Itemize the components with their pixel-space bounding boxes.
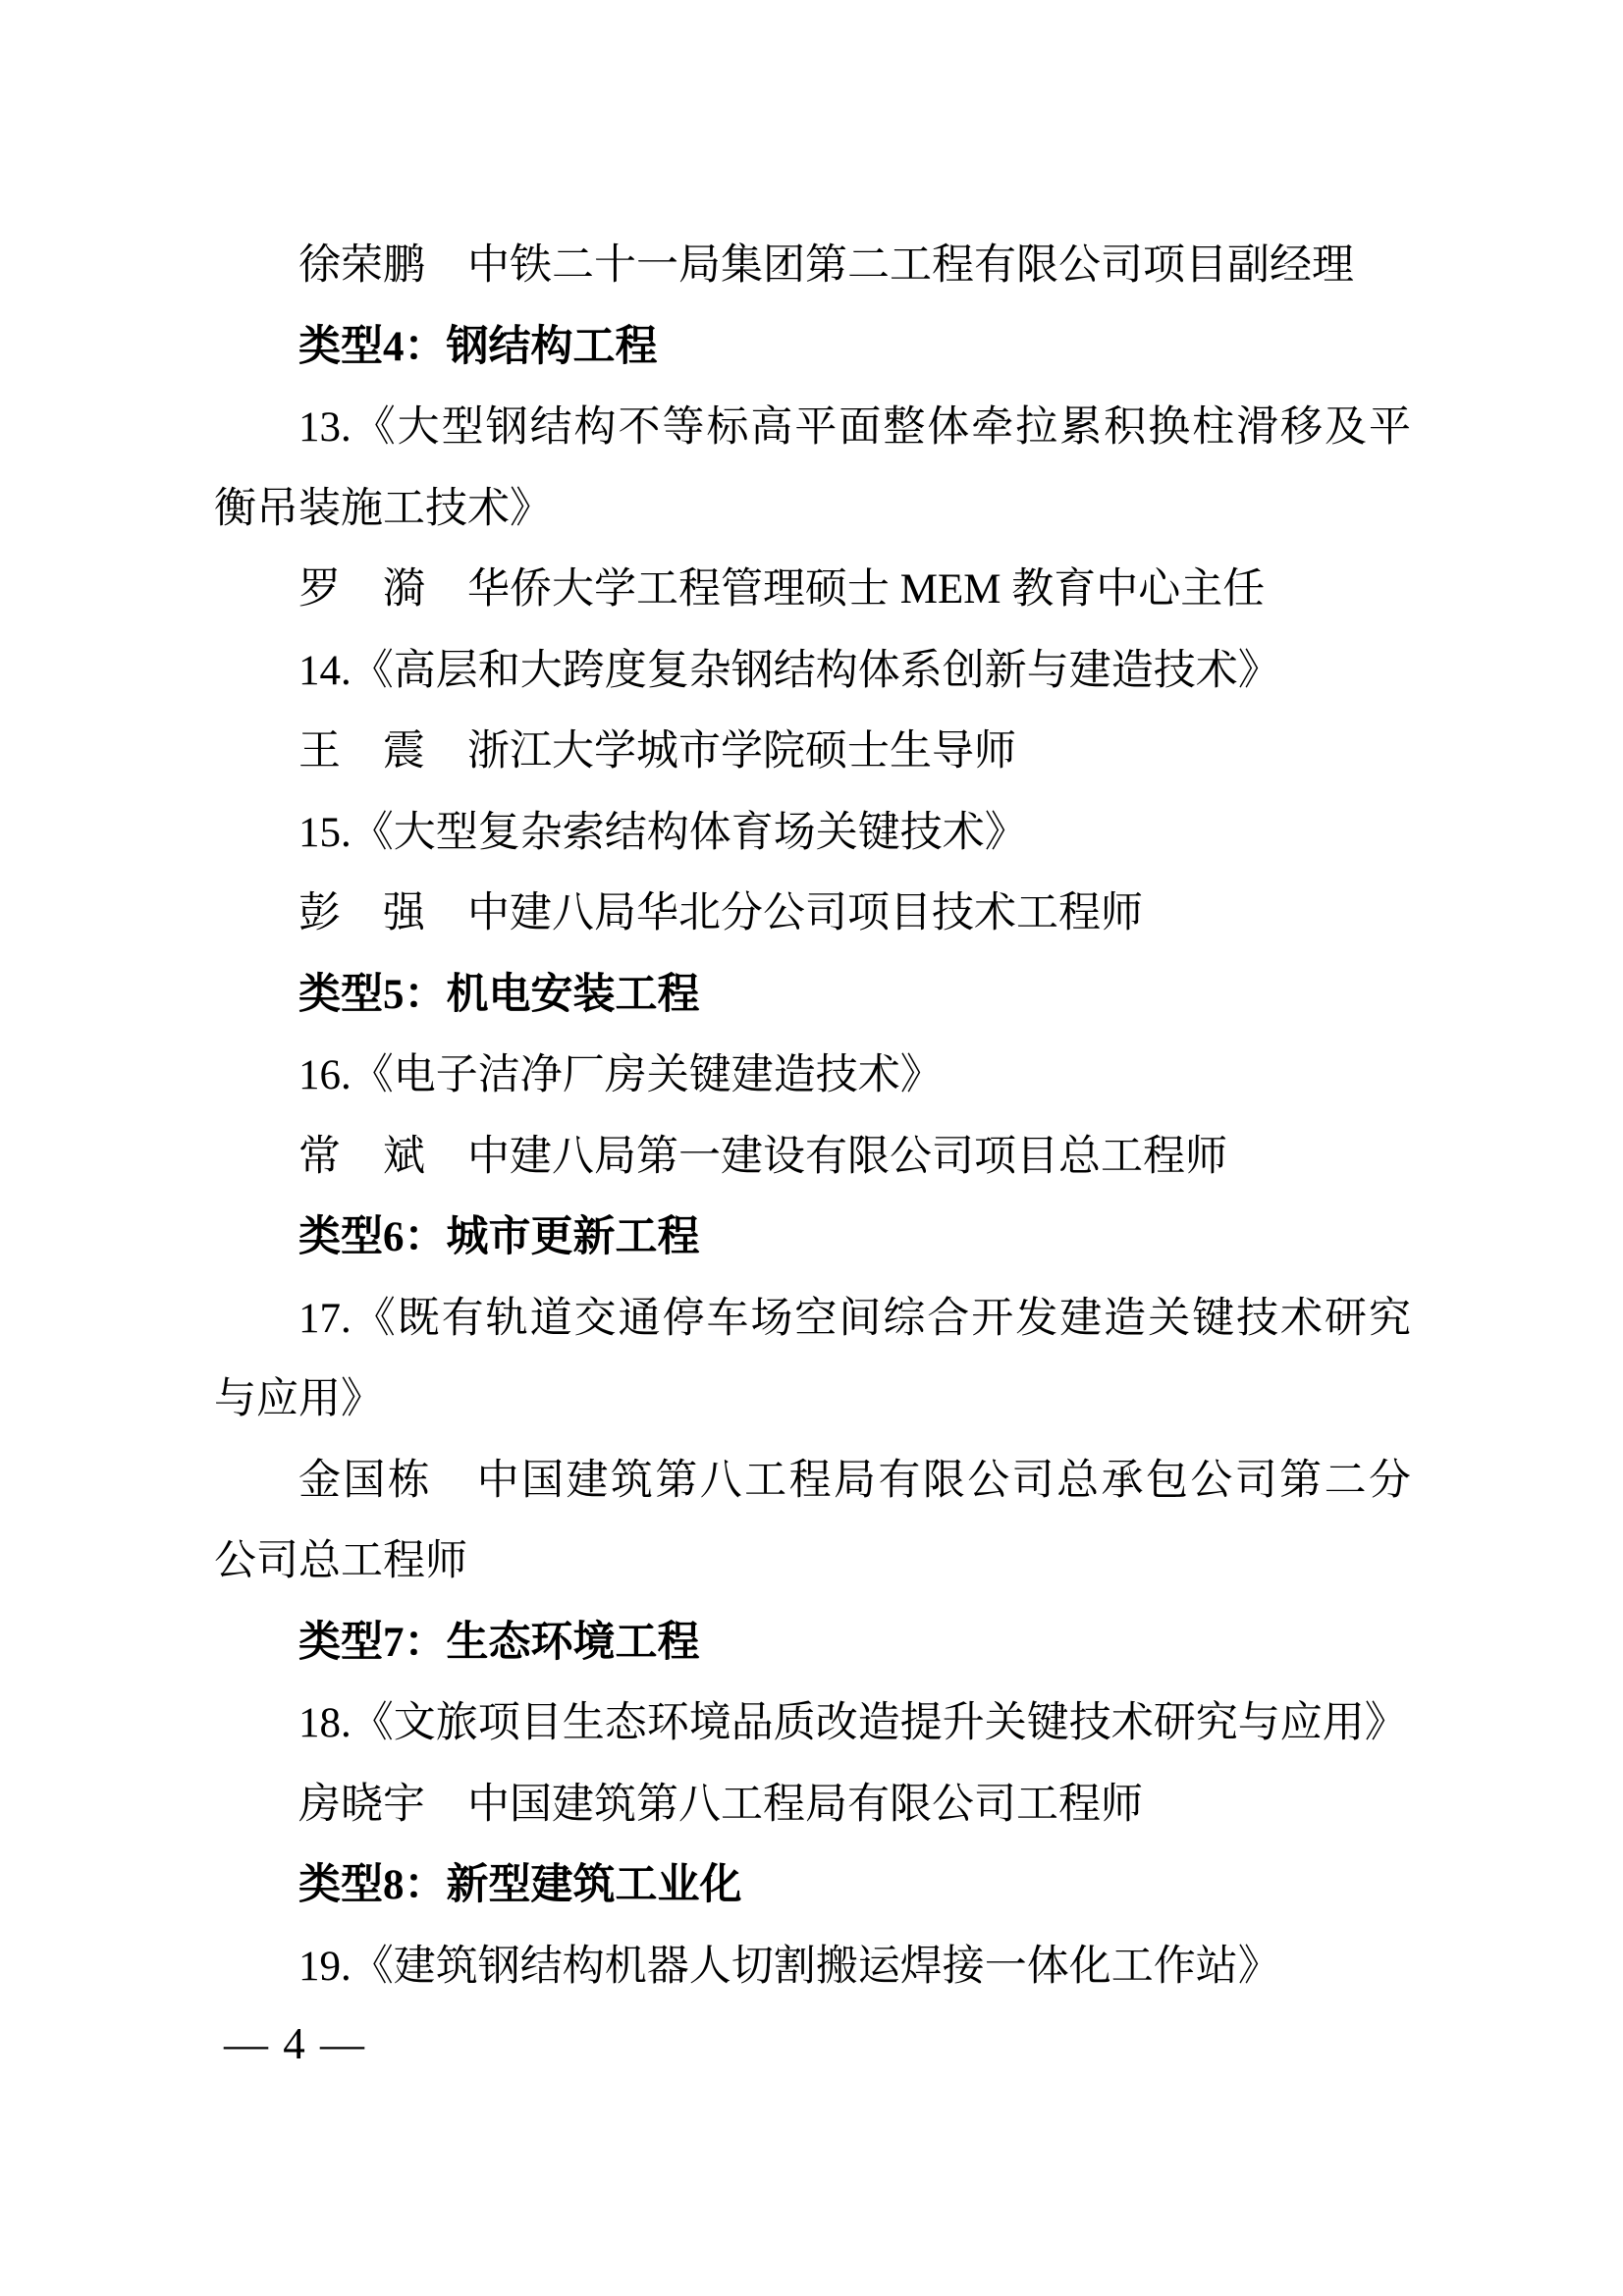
achievement-17-title-line1: 17.《既有轨道交通停车场空间综合开发建造关键技术研究 [298, 1295, 1411, 1342]
presenter-line: 徐荣鹏 中铁二十一局集团第二工程有限公司项目副经理 [298, 242, 1354, 289]
presenter-line: 罗 漪 华侨大学工程管理硕士 MEM 教育中心主任 [298, 566, 1266, 613]
achievement-13-title-line1: 13.《大型钢结构不等标高平面整体牵拉累积换柱滑移及平 [298, 404, 1411, 451]
presenter-line: 常 斌 中建八局第一建设有限公司项目总工程师 [298, 1133, 1227, 1180]
presenter-line-line2: 公司总工程师 [214, 1538, 467, 1584]
achievement-15-title: 15.《大型复杂索结构体育场关键技术》 [298, 809, 1027, 856]
category-7-heading: 类型7：生态环境工程 [298, 1619, 700, 1666]
presenter-line: 房晓宇 中国建筑第八工程局有限公司工程师 [298, 1781, 1143, 1828]
presenter-line: 王 震 浙江大学城市学院硕士生导师 [298, 728, 1016, 774]
category-4-heading: 类型4：钢结构工程 [298, 323, 658, 370]
presenter-line: 彭 强 中建八局华北分公司项目技术工程师 [298, 890, 1143, 936]
achievement-17-title-line2: 与应用》 [214, 1376, 383, 1422]
category-5-heading: 类型5：机电安装工程 [298, 971, 700, 1018]
achievement-18-title: 18.《文旅项目生态环境品质改造提升关键技术研究与应用》 [298, 1700, 1407, 1746]
achievement-16-title: 16.《电子洁净厂房关键建造技术》 [298, 1052, 943, 1098]
document-content [214, 226, 1411, 2007]
page-number: — 4 — [224, 2019, 366, 2068]
achievement-19-title: 19.《建筑钢结构机器人切割搬运焊接一体化工作站》 [298, 1943, 1280, 1990]
presenter-line-line1: 金国栋 中国建筑第八工程局有限公司总承包公司第二分 [298, 1457, 1411, 1504]
category-8-heading: 类型8：新型建筑工业化 [298, 1862, 742, 1908]
category-6-heading: 类型6：城市更新工程 [298, 1214, 700, 1260]
achievement-14-title: 14.《高层和大跨度复杂钢结构体系创新与建造技术》 [298, 647, 1280, 694]
achievement-13-title-line2: 衡吊装施工技术》 [214, 485, 552, 532]
